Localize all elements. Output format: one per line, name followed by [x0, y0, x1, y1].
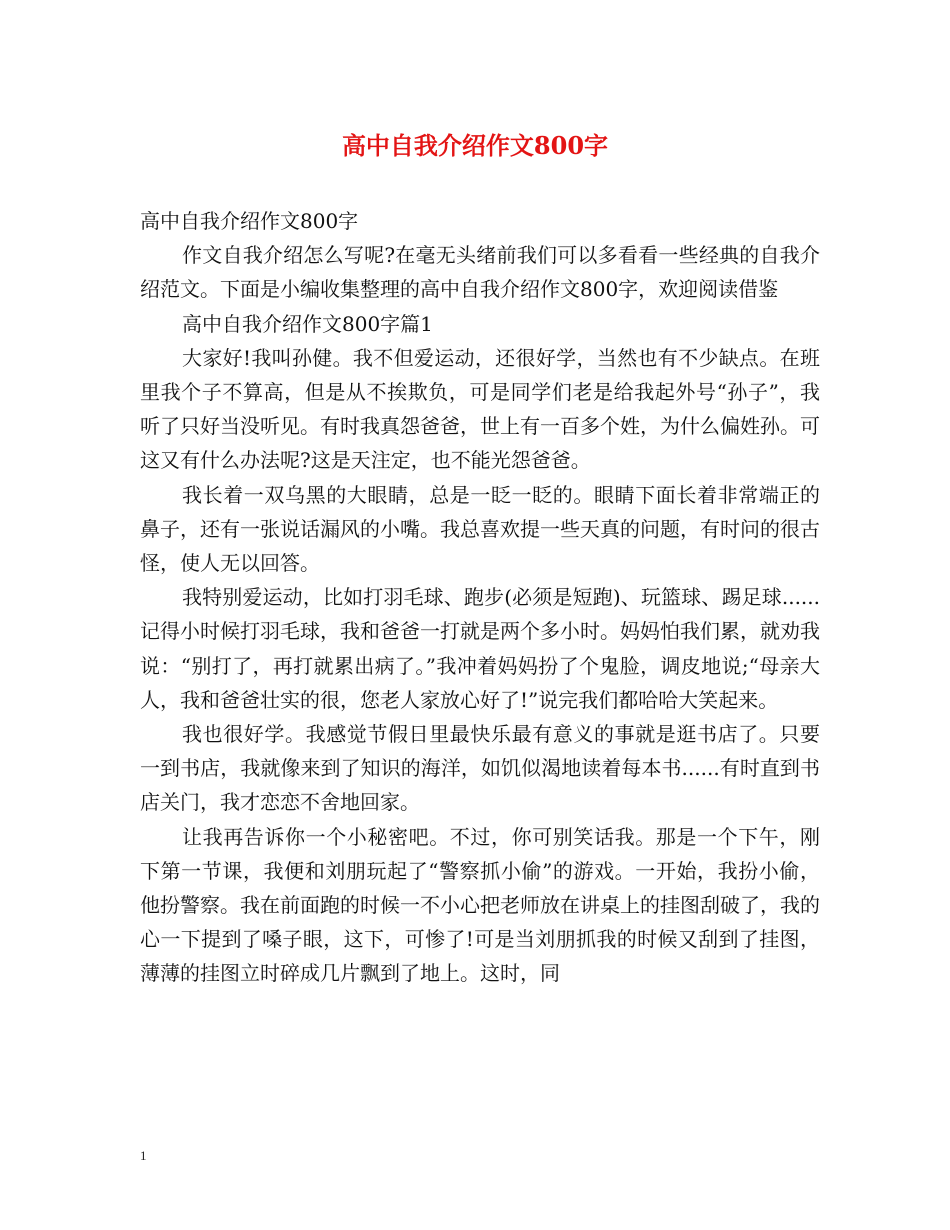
body-paragraph: 我也很好学。我感觉节假日里最快乐最有意义的事就是逛书店了。只要一到书店，我就像来到了知识的海洋，如饥似渴地读着每本书......有时直到书店关门，我才恋恋不舍地回家。: [140, 722, 820, 815]
document-title: 高中自我介绍作文800字: [341, 131, 609, 160]
page-number: 1: [140, 1148, 147, 1163]
body-paragraph: 大家好!我叫孙健。我不但爱运动，还很好学，当然也有不少缺点。在班里我个子不算高，但是从不挨欺负，可是同学们老是给我起外号“孙子”，我听了只好当没听见。有时我真怨爸爸，世上有一百多个姓，为什么偏姓孙。可这又有什么办法呢?这是天注定，也不能光怨爸爸。: [140, 345, 820, 473]
body-paragraph: 我特别爱运动，比如打羽毛球、跑步(必须是短跑)、玩篮球、踢足球......记得小时候打羽毛球，我和爸爸一打就是两个多小时。妈妈怕我们累，就劝我说：“别打了，再打就累出病了。”我冲着妈妈扮了个鬼脸，调皮地说;“母亲大人，我和爸爸壮实的很，您老人家放心好了!”说完我们都哈哈大笑起来。: [140, 585, 820, 712]
body-heading: 高中自我介绍作文800字: [140, 209, 359, 233]
section-heading: 高中自我介绍作文800字篇1: [182, 311, 433, 336]
intro-paragraph: 作文自我介绍怎么写呢?在毫无头绪前我们可以多看看一些经典的自我介绍范文。下面是小编收集整理的高中自我介绍作文800字，欢迎阅读借鉴: [140, 243, 820, 302]
document-body: [140, 204, 820, 991]
body-paragraph: 让我再告诉你一个小秘密吧。不过，你可别笑话我。那是一个下午，刚下第一节课，我便和刘朋玩起了“警察抓小偷”的游戏。一开始，我扮小偷，他扮警察。我在前面跑的时候一不小心把老师放在讲桌上的挂图刮破了，我的心一下提到了嗓子眼，这下，可惨了!可是当刘朋抓我的时候又刮到了挂图，薄薄的挂图立时碎成几片飘到了地上。这时，同: [140, 824, 820, 986]
body-paragraph: 我长着一双乌黑的大眼睛，总是一眨一眨的。眼睛下面长着非常端正的鼻子，还有一张说话漏风的小嘴。我总喜欢提一些天真的问题，有时问的很古怪，使人无以回答。: [140, 482, 820, 576]
